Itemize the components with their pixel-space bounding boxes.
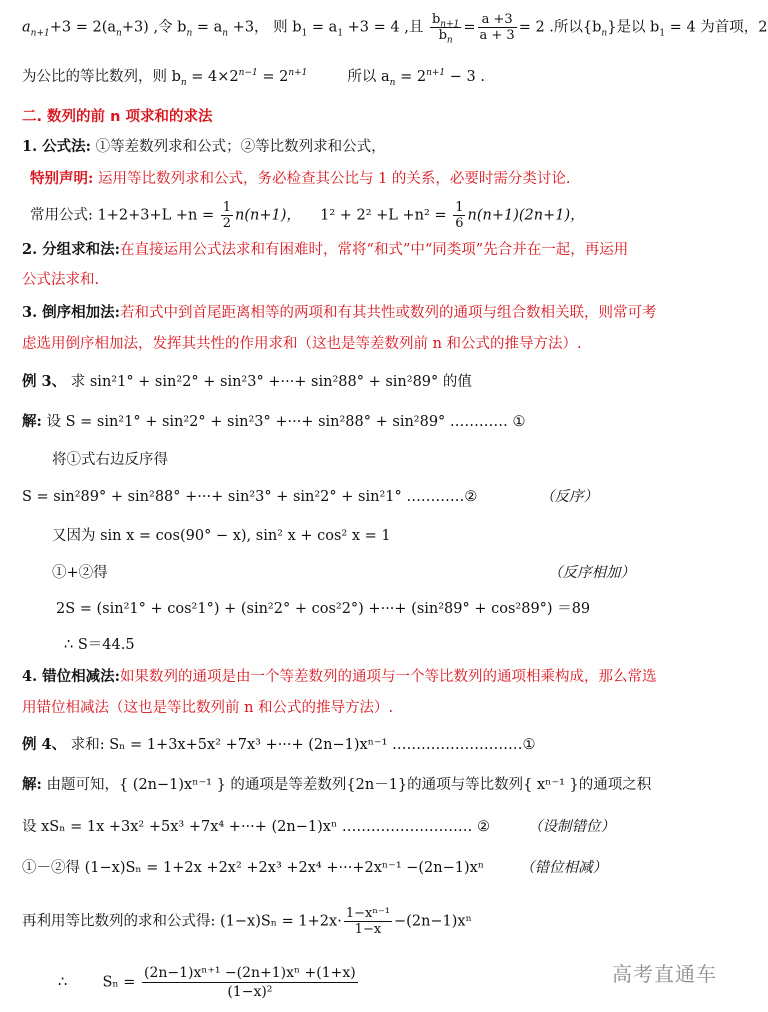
section-heading: 二. 数列的前 n 项求和的求法 bbox=[22, 109, 213, 125]
formula: n(n+1)(2n+1)， bbox=[467, 207, 585, 224]
solution-heading: 解: bbox=[22, 413, 42, 430]
method-4 bbox=[22, 667, 657, 687]
text: 求 sin²1° + sin²2° + sin²3° +···+ sin²88° + sin²89° 的值 bbox=[70, 374, 472, 390]
text: S = sin²89° + sin²88° +···+ sin²3° + sin²2° + sin²1° …………② bbox=[22, 489, 478, 505]
text: = 4×2 bbox=[186, 69, 239, 85]
text: }是以 b bbox=[607, 19, 660, 36]
text: +3 = 2(a bbox=[49, 19, 117, 36]
method-2 bbox=[22, 240, 628, 260]
note-reverse: （反序） bbox=[540, 489, 598, 505]
text: +3， 则 b bbox=[228, 19, 302, 36]
text: = 2 .所以{b bbox=[518, 19, 602, 36]
text: − 3 . bbox=[445, 69, 485, 85]
text: 若和式中到首尾距离相等的两项和有其共性或数列的通项与组合数相关联，则常可考 bbox=[120, 305, 657, 321]
solution-4-e bbox=[58, 964, 360, 1001]
method-3-cont: 虑选用倒序相加法，发挥其共性的作用求和（这也是等差数列前 n 和公式的推导方法）. bbox=[22, 336, 582, 352]
note-heading: 特别声明: bbox=[30, 170, 94, 187]
method-3 bbox=[22, 303, 657, 323]
method-heading: 4. 错位相减法: bbox=[22, 668, 121, 685]
text: ①等差数列求和公式；②等比数列求和公式， bbox=[95, 139, 386, 155]
fraction: $\frac{1}{6}$ bbox=[455, 200, 464, 231]
solution-3-g: ∴ S＝44.5 bbox=[64, 637, 135, 653]
text: 再利用等比数列的求和公式得: (1−x)Sₙ = 1+2x· bbox=[22, 913, 342, 930]
example-4 bbox=[22, 735, 536, 755]
solution-3-c bbox=[22, 487, 477, 507]
conclusion-line: 为公比的等比数列，则 $b_n = 4\times 2^{n-1} = 2^{n+1}$ 所以 $a_n = 2^{n+1} - 3$ . bbox=[22, 68, 485, 88]
example-heading: 例 4、 bbox=[22, 736, 67, 753]
method-heading: 2. 分组求和法: bbox=[22, 241, 121, 258]
text: 运用等比数列求和公式，务必检查其公比与 1 的关系，必要时需分类讨论. bbox=[97, 171, 571, 187]
ratio-fraction: $\frac{b_{n+1}}{b_n}$ bbox=[431, 12, 460, 46]
text: +3) ,令 b bbox=[121, 19, 187, 36]
text: 设 S = sin²1° + sin²2° + sin²3° +···+ sin²88° + sin²89° ………… ① bbox=[46, 414, 526, 430]
note-subtract: （错位相减） bbox=[520, 860, 607, 876]
fraction: $\frac{1}{2}$ bbox=[222, 200, 231, 231]
solution-3-e: ①+②得 bbox=[52, 565, 108, 581]
text: = a bbox=[307, 19, 338, 36]
solution-4-a bbox=[22, 775, 651, 795]
recurrence-line: $a_{n+1}+3 = 2(a_n+3)$ ,令 $b_n = a_n +3$， 则 $b_1 = a_1 +3 = 4$ ,且 $\frac{b_{n+1}}{b_n}$ = $\frac{a +3}{a + 3}$ = 2 .所以$\{b_n\}$是以 $b_1 = 4$ 为首项，2 bbox=[22, 12, 768, 46]
solution-3-b: 将①式右边反序得 bbox=[52, 452, 168, 468]
method-heading: 1. 公式法: bbox=[22, 138, 92, 155]
text: = 2 bbox=[257, 69, 289, 85]
text: +3 = 4 ,且 bbox=[343, 19, 424, 36]
text: 在直接运用公式法求和有困难时，常将“和式”中“同类项”先合并在一起，再运用 bbox=[120, 242, 629, 258]
text: = 4 为首项，2 bbox=[665, 19, 768, 36]
solution-3-a bbox=[22, 412, 526, 432]
fraction: $\frac{\text{(2n−1)xⁿ⁺¹ −(2n+1)xⁿ +(1+x)}}{\text{(1−x)²}}$ bbox=[144, 965, 356, 1000]
note-reverse-add: （反序相加） bbox=[548, 565, 635, 581]
method-4-cont: 用错位相减法（这也是等比数列前 n 和公式的推导方法）. bbox=[22, 700, 394, 716]
text: = a bbox=[192, 19, 223, 36]
special-note bbox=[30, 169, 571, 189]
ratio-fraction-2: $\frac{a +3}{a + 3}$ bbox=[479, 12, 515, 43]
example-heading: 例 3、 bbox=[22, 373, 67, 390]
text: a bbox=[22, 19, 31, 36]
text: 由题可知，{ (2n−1)xⁿ⁻¹ } 的通项是等差数列{2n－1}的通项与等比数列{ xⁿ⁻¹ }的通项之积 bbox=[46, 777, 652, 793]
text: 所以 a bbox=[347, 69, 390, 85]
example-3 bbox=[22, 372, 472, 392]
solution-4-c: ①－②得 (1−x)Sₙ = 1+2x +2x² +2x³ +2x⁴ +···+2xⁿ⁻¹ −(2n−1)xⁿ bbox=[22, 860, 485, 876]
formula: n(n+1)， bbox=[235, 207, 301, 224]
text: = 2 bbox=[395, 69, 427, 85]
formula: 1² + 2² +L +n² = bbox=[320, 207, 452, 224]
common-formulas bbox=[30, 200, 585, 231]
text: 为公比的等比数列，则 b bbox=[22, 69, 181, 85]
watermark: 高考直通车 bbox=[612, 962, 717, 986]
solution-4-b: 设 xSₙ = 1x +3x² +5x³ +7x⁴ +···+ (2n−1)xⁿ ……………………… ② bbox=[22, 819, 490, 835]
note-offset: （设制错位） bbox=[528, 819, 615, 835]
formula: 1+2+3+L +n = bbox=[97, 207, 219, 224]
solution-4-d bbox=[22, 906, 472, 937]
fraction: $\frac{\text{1−xⁿ⁻¹}}{1-x}$ bbox=[345, 906, 391, 937]
method-1 bbox=[22, 137, 386, 157]
solution-3-d: 又因为 sin x = cos(90° − x), sin² x + cos² x = 1 bbox=[52, 528, 391, 544]
solution-3-f: 2S = (sin²1° + cos²1°) + (sin²2° + cos²2°) +···+ (sin²89° + cos²89°) ＝89 bbox=[56, 601, 591, 617]
solution-heading: 解: bbox=[22, 776, 42, 793]
therefore-symbol: ∴ bbox=[58, 974, 68, 991]
text: Sₙ = bbox=[102, 974, 141, 991]
text: 求和: Sₙ = 1+3x+5x² +7x³ +···+ (2n−1)xⁿ⁻¹ ………………………① bbox=[70, 737, 536, 753]
text: −(2n−1)xⁿ bbox=[394, 913, 472, 930]
text: 常用公式: bbox=[30, 207, 93, 224]
method-heading: 3. 倒序相加法: bbox=[22, 304, 121, 321]
method-2-cont: 公式法求和. bbox=[22, 272, 100, 288]
text: 如果数列的通项是由一个等差数列的通项与一个等比数列的通项相乘构成，那么常选 bbox=[120, 669, 657, 685]
